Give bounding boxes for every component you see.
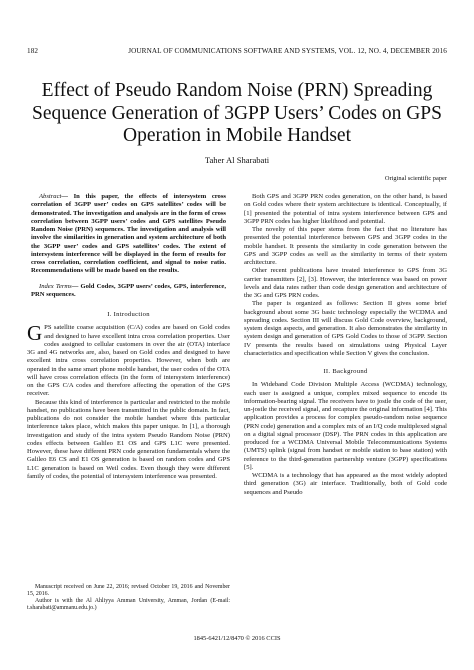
author-name: Taher Al Sharabati — [204, 155, 270, 165]
left-column — [27, 193, 230, 481]
intro-paragraph-1-text: PS satellite coarse acquisition (C/A) codes are based on Gold codes and designed to have excellent intra cross correlation properties. User codes assigned to cellular customers in over the air (OTA) interface 3G and 4G networks are, also, based on Gold codes and designed to have excellent intra cross correlation properties. However, when both are operated in the same smart phone mobile handset, the user codes of the OTA will have cross correlation effects (in the form of intersystem interference) on the GPS C/A codes and therefore affecting the operation of the GPS receiver. — [27, 324, 230, 398]
right-column — [244, 193, 447, 497]
section-heading-introduction: I. Introduction — [107, 311, 150, 318]
drop-cap: G — [27, 321, 43, 346]
footnote-manuscript: Manuscript received on June 22, 2016; revised October 19, 2016 and November 15, 2016. — [27, 584, 230, 597]
intro-paragraph-1 — [27, 321, 230, 398]
abstract-text: — In this paper, the effects of intersystem cross correlation of 3GPP user’ codes on GPS satellites’ codes will be demonstrated. The investigation and analysis are in the form of cross correlation between 3GPP users’ codes and GPS satellites Pseudo Random Noise (PRN) sequences. The investigation and analysis will involve the similarities in generation and system architecture of both the 3GPP user’ codes and GPS satellites’ codes. The extent of intersystem interference will be displayed in the form of results for cross correlation, correlation coefficient, and signal to noise ratio. Recommendations will be made based on the results. — [31, 193, 226, 275]
background-paragraph-2: WCDMA is a technology that has appeared as the most widely adopted third generation (3G) air interface. Traditionally, both of Gold code sequences and Pseudo — [244, 472, 447, 496]
journal-name: JOURNAL OF COMMUNICATIONS SOFTWARE AND SYSTEMS, VOL. 12, NO. 4, DECEMBER 2016 — [128, 47, 447, 55]
footer-copyright: 1845-6421/12/8470 © 2016 CCIS — [193, 635, 281, 642]
section-heading-background: II. Background — [323, 368, 368, 375]
paper-title: Effect of Pseudo Random Noise (PRN) Spreading Sequence Generation of 3GPP Users’ Codes on GPS Operation in Mobile Handset — [32, 80, 442, 146]
intro-paragraph-5: Other recent publications have treated interference to GPS from 3G carrier transmitters [2], [3]. However, the interference was based on power levels and data rates rather than code design generation and architecture of the 3G and GPS PRN codes. — [244, 267, 447, 299]
intro-paragraph-4: The novelty of this paper stems from the fact that no literature has presented the potential interference between GPS and 3GPP codes in the mobile handset. It presents the similarity in code generation between the GPS and 3GPP codes as well as the similarity in terms of their system architecture. — [244, 226, 447, 266]
background-paragraph-1: In Wideband Code Division Multiple Access (WCDMA) technology, each user is assigned a unique, complex mixed sequence to encode its information-bearing signal. The receivers have to jostle the code of the user, un-jostle the received signal, and recapture the original information [4]. This application provides a process for complex pseudo-random noise sequence (PRN code) generation and a complex mix of an I/Q code multiplexed signal on a digital signal processor (DSP). The PRN codes in this application are produced for a WCDMA Universal Mobile Telecommunications Systems (UMTS) uplink (signal from handset or mobile station to base station) with reference to the third-generation partnership venture (3GPP) specifications [5]. — [244, 381, 447, 471]
running-head — [27, 47, 447, 55]
intro-paragraph-2: Because this kind of interference is particular and restricted to the mobile handset, no publications have been transmitted in the public domain. In fact, publications do not consider the mobile handset where this particular interference takes place, which makes this paper unique. In [1], a thorough investigation and study of the intra system Pseudo Random Noise (PRN) codes effects between Galileo E1 OS and GPS L1C were presented. However, these have different PRN code generation fundamentals where the Galileo E6 CS and E1 OS generation is based on random codes and GPS L1C generation is based on Weil codes. Even though they were different family of codes, the potential of intersystem interference was presented. — [27, 398, 230, 480]
intro-paragraph-6: The paper is organized as follows: Section II gives some brief background about some 3G basic technology especially the WCDMA and spreading codes. Section III will discuss Gold Code overview, background, system design aspects, and generation. It also demonstrates the similarity in system design and generation of GPS Gold Codes to those of 3GPP. Section IV presents the results based on simulations using Physical Layer characteristics and specification while Section V gives the conclusion. — [244, 300, 447, 357]
intro-paragraph-3: Both GPS and 3GPP PRN codes generation, on the other hand, is based on Gold codes where their system architecture is identical. Conceptually, if [1] presented the potential of intra system interference between GPS and 3GPP PRN codes has higher likelihood and potential. — [244, 193, 447, 225]
index-terms — [31, 283, 226, 300]
footnotes — [27, 584, 230, 612]
footnote-author: Author is with the Al Ahliyya Amman University, Amman, Jordan (E-mail: t.sharabati@ammanu.edu.jo.) — [27, 598, 230, 611]
paper-type: Original scientific paper — [384, 175, 447, 182]
page-number: 182 — [27, 47, 39, 55]
abstract-label: Abstract — [39, 193, 62, 200]
index-terms-label: Index Terms — [39, 282, 72, 290]
index-terms-text: — Gold Codes, 3GPP users’ codes, GPS, interference, PRN sequences. — [31, 282, 226, 298]
abstract — [31, 193, 226, 276]
